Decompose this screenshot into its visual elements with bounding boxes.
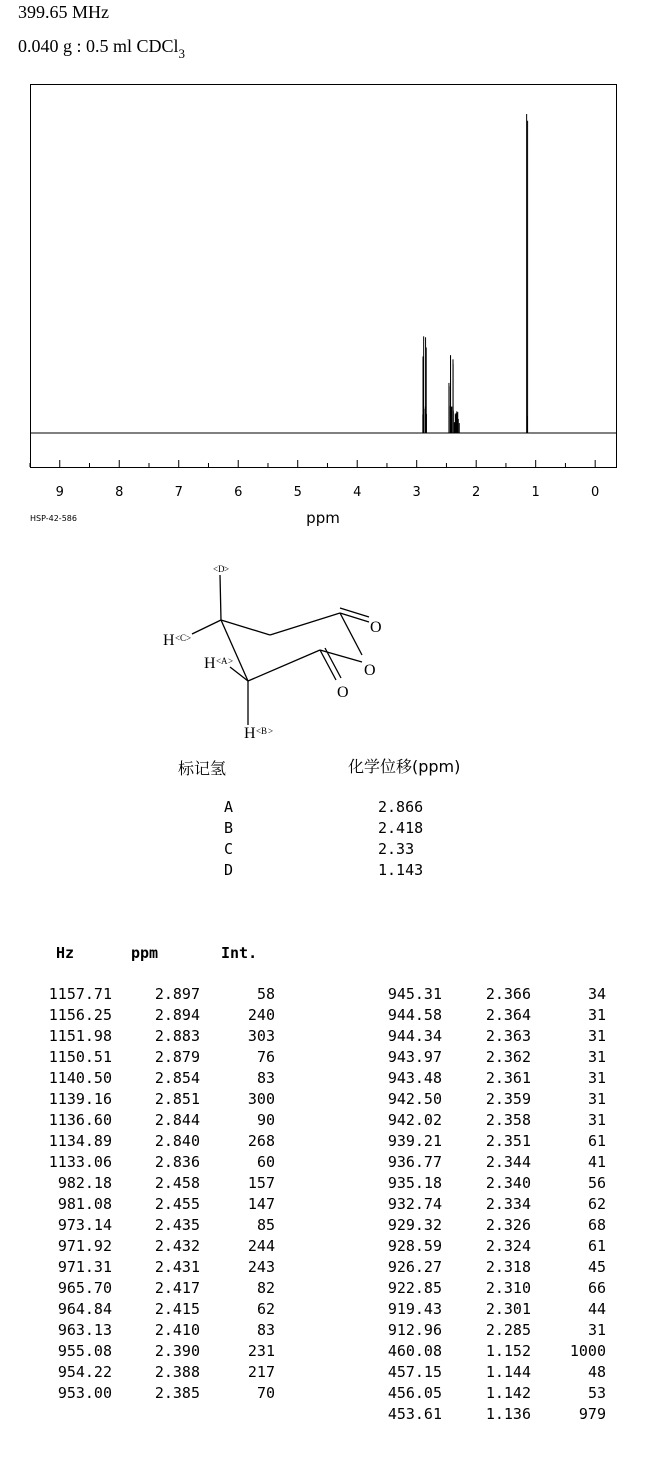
peak-int: 979	[578, 1405, 606, 1423]
peak-hz: 1133.06	[48, 1153, 112, 1171]
spectrum-id: HSP-42-586	[30, 514, 77, 523]
assignment-label: C	[224, 840, 234, 858]
d-label: D	[218, 564, 225, 574]
ring-oxygen: O	[364, 662, 376, 679]
assignment-header-label: 标记氢	[178, 759, 227, 778]
peak-hz: 1151.98	[48, 1027, 112, 1045]
peak-hz: 955.08	[57, 1342, 112, 1360]
x-axis-ticks	[30, 433, 616, 500]
peak-ppm: 2.854	[154, 1069, 200, 1087]
bond-ch2b-c	[221, 620, 248, 681]
peak-hz: 460.08	[387, 1342, 442, 1360]
peak-int: 244	[247, 1237, 275, 1255]
x-tick-label: 6	[234, 485, 243, 500]
peak-int: 76	[256, 1048, 275, 1066]
hc-label: C	[180, 633, 187, 643]
peak-ppm: 2.431	[154, 1258, 200, 1276]
peak-int: 231	[247, 1342, 275, 1360]
peak-ppm: 2.415	[154, 1300, 200, 1318]
peak-int: 34	[587, 985, 606, 1003]
peak-hz: 939.21	[387, 1132, 442, 1150]
bond-co-o	[340, 613, 362, 655]
peak-int: 157	[247, 1174, 275, 1192]
peak-int: 62	[256, 1300, 275, 1318]
bond-c-d	[220, 575, 221, 620]
peak-ppm: 2.340	[485, 1174, 531, 1192]
peak-int: 44	[587, 1300, 606, 1318]
peak-int: 90	[256, 1111, 275, 1129]
peak-int: 31	[587, 1321, 606, 1339]
peak-int: 58	[256, 985, 275, 1003]
peak-int: 60	[256, 1153, 275, 1171]
peak-ppm: 2.883	[154, 1027, 200, 1045]
peak-int: 268	[247, 1132, 275, 1150]
ha-label: A	[221, 656, 228, 666]
peak-ppm: 2.361	[485, 1069, 531, 1087]
ha-close: >	[228, 656, 234, 666]
peak-hz: 456.05	[387, 1384, 442, 1402]
x-tick-label: 9	[55, 485, 64, 500]
peak-ppm: 2.326	[485, 1216, 531, 1234]
peak-ppm: 2.851	[154, 1090, 200, 1108]
bond-co-o1	[340, 613, 369, 622]
peak-hz: 945.31	[387, 985, 442, 1003]
peak-ppm: 2.362	[485, 1048, 531, 1066]
sample-text: 0.040 g : 0.5 ml CDCl	[18, 36, 179, 56]
peak-int: 31	[587, 1048, 606, 1066]
peak-ppm: 2.324	[485, 1237, 531, 1255]
hb-atom: H	[244, 725, 256, 742]
peak-hz: 1157.71	[48, 985, 112, 1003]
assignment-shift: 2.418	[378, 819, 424, 837]
peak-hz: 928.59	[387, 1237, 442, 1255]
peak-hz: 981.08	[57, 1195, 112, 1213]
peak-ppm: 2.285	[485, 1321, 531, 1339]
peak-int: 68	[587, 1216, 606, 1234]
peak-hz: 964.84	[57, 1300, 112, 1318]
peak-int: 83	[256, 1069, 275, 1087]
peak-hz: 1156.25	[48, 1006, 112, 1024]
peak-ppm: 2.458	[154, 1174, 200, 1192]
peak-ppm: 2.840	[154, 1132, 200, 1150]
peak-header-ppm: ppm	[131, 944, 159, 962]
peak-hz: 973.14	[57, 1216, 112, 1234]
bond-c-ch2	[221, 620, 270, 635]
peak-int: 56	[587, 1174, 606, 1192]
peak-ppm: 2.836	[154, 1153, 200, 1171]
x-axis-label: ppm	[306, 509, 340, 527]
nmr-spectrum-chart	[0, 0, 652, 540]
peak-ppm: 2.318	[485, 1258, 531, 1276]
peak-ppm: 1.142	[485, 1384, 531, 1402]
x-tick-label: 4	[353, 485, 362, 500]
peak-hz: 912.96	[387, 1321, 442, 1339]
assignment-shift: 2.33	[378, 840, 415, 858]
x-tick-label: 5	[293, 485, 302, 500]
peak-int: 48	[587, 1363, 606, 1381]
peak-ppm: 2.879	[154, 1048, 200, 1066]
peak-hz: 932.74	[387, 1195, 442, 1213]
peak-hz: 935.18	[387, 1174, 442, 1192]
assignment-label: A	[224, 798, 234, 816]
carbonyl-oxygen-2: O	[337, 684, 349, 701]
peak-int: 240	[247, 1006, 275, 1024]
peak-ppm: 2.344	[485, 1153, 531, 1171]
sample-subscript: 3	[178, 46, 186, 61]
peak-ppm: 2.435	[154, 1216, 200, 1234]
bond-co2-o2	[320, 650, 336, 680]
peak-ppm: 2.844	[154, 1111, 200, 1129]
peak-hz: 936.77	[387, 1153, 442, 1171]
hb-open: <	[256, 726, 262, 736]
peak-ppm: 2.310	[485, 1279, 531, 1297]
peak-int: 61	[587, 1132, 606, 1150]
peak-ppm: 2.390	[154, 1342, 200, 1360]
peak-hz: 1134.89	[48, 1132, 112, 1150]
peak-int: 1000	[569, 1342, 606, 1360]
x-tick-label: 8	[115, 485, 124, 500]
peak-ppm: 2.385	[154, 1384, 200, 1402]
peak-hz: 1150.51	[48, 1048, 112, 1066]
peak-hz: 922.85	[387, 1279, 442, 1297]
bond-co2-o2-double	[325, 648, 341, 678]
peak-ppm: 2.897	[154, 985, 200, 1003]
spectrum-peaks	[423, 114, 528, 433]
assignment-header-shift: 化学位移(ppm)	[348, 757, 461, 776]
plot-frame	[31, 85, 617, 468]
peak-ppm: 2.364	[485, 1006, 531, 1024]
peak-hz: 919.43	[387, 1300, 442, 1318]
peak-ppm: 2.410	[154, 1321, 200, 1339]
peak-hz: 963.13	[57, 1321, 112, 1339]
bond-o-co2	[320, 650, 362, 662]
peak-hz: 982.18	[57, 1174, 112, 1192]
peak-int: 62	[587, 1195, 606, 1213]
peak-int: 243	[247, 1258, 275, 1276]
peak-hz: 457.15	[387, 1363, 442, 1381]
x-tick-label: 7	[174, 485, 183, 500]
carbonyl-oxygen-1: O	[370, 619, 382, 636]
assignment-label: B	[224, 819, 234, 837]
peak-header-int: Int.	[221, 944, 258, 962]
peak-int: 61	[587, 1237, 606, 1255]
hb-close: >	[268, 726, 274, 736]
peak-hz: 953.00	[57, 1384, 112, 1402]
peak-int: 85	[256, 1216, 275, 1234]
peak-ppm: 2.455	[154, 1195, 200, 1213]
assignment-shift: 1.143	[378, 861, 424, 879]
x-tick-label: 2	[472, 485, 481, 500]
peak-ppm: 2.358	[485, 1111, 531, 1129]
peak-ppm: 2.363	[485, 1027, 531, 1045]
bond-co-o1-double	[340, 608, 369, 617]
peak-int: 31	[587, 1069, 606, 1087]
hb-label: B	[261, 726, 268, 736]
assignment-shift: 2.866	[378, 798, 424, 816]
bond-co2-ch2b	[248, 650, 320, 681]
bond-ch2-co	[270, 613, 340, 635]
peak-hz: 971.92	[57, 1237, 112, 1255]
ha-atom: H	[204, 655, 216, 672]
d-label-open: <	[213, 564, 219, 574]
peak-int: 45	[587, 1258, 606, 1276]
peak-int: 31	[587, 1111, 606, 1129]
x-tick-label: 1	[531, 485, 540, 500]
peak-ppm: 2.359	[485, 1090, 531, 1108]
peak-hz: 971.31	[57, 1258, 112, 1276]
peak-int: 147	[247, 1195, 275, 1213]
peak-hz: 965.70	[57, 1279, 112, 1297]
bond-c-hc	[192, 620, 221, 634]
molecule-atoms	[163, 564, 382, 742]
peak-hz: 929.32	[387, 1216, 442, 1234]
peak-header-hz: Hz	[56, 944, 75, 962]
peak-ppm: 1.144	[485, 1363, 531, 1381]
peak-int: 70	[256, 1384, 275, 1402]
peak-ppm: 2.334	[485, 1195, 531, 1213]
peak-int: 31	[587, 1090, 606, 1108]
peak-int: 83	[256, 1321, 275, 1339]
x-tick-label: 0	[591, 485, 600, 500]
peak-int: 303	[247, 1027, 275, 1045]
assignment-label: D	[224, 861, 234, 879]
peak-ppm: 1.152	[485, 1342, 531, 1360]
peak-hz: 943.97	[387, 1048, 442, 1066]
peak-ppm: 2.894	[154, 1006, 200, 1024]
peak-int: 31	[587, 1006, 606, 1024]
peak-ppm: 1.136	[485, 1405, 531, 1423]
peak-hz: 954.22	[57, 1363, 112, 1381]
peak-int: 66	[587, 1279, 606, 1297]
peak-hz: 926.27	[387, 1258, 442, 1276]
peak-ppm: 2.366	[485, 985, 531, 1003]
peak-ppm: 2.432	[154, 1237, 200, 1255]
peak-hz: 942.02	[387, 1111, 442, 1129]
peak-hz: 942.50	[387, 1090, 442, 1108]
hc-open: <	[175, 633, 181, 643]
peak-int: 53	[587, 1384, 606, 1402]
peak-ppm: 2.388	[154, 1363, 200, 1381]
peak-ppm: 2.301	[485, 1300, 531, 1318]
peak-int: 82	[256, 1279, 275, 1297]
peak-int: 217	[247, 1363, 275, 1381]
d-label-close: >	[224, 564, 230, 574]
peak-hz: 944.34	[387, 1027, 442, 1045]
ha-open: <	[216, 656, 222, 666]
peak-hz: 1140.50	[48, 1069, 112, 1087]
peak-int: 31	[587, 1027, 606, 1045]
peak-int: 300	[247, 1090, 275, 1108]
peak-hz: 1139.16	[48, 1090, 112, 1108]
peak-hz: 943.48	[387, 1069, 442, 1087]
hc-atom: H	[163, 632, 175, 649]
peak-hz: 944.58	[387, 1006, 442, 1024]
peak-int: 41	[587, 1153, 606, 1171]
x-tick-label: 3	[412, 485, 421, 500]
spectrometer-frequency: 399.65 MHz	[18, 2, 109, 22]
peak-hz: 453.61	[387, 1405, 442, 1423]
molecule-bonds	[192, 575, 369, 725]
peak-ppm: 2.417	[154, 1279, 200, 1297]
peak-ppm: 2.351	[485, 1132, 531, 1150]
peak-hz: 1136.60	[48, 1111, 112, 1129]
hc-close: >	[186, 633, 192, 643]
bond-ch2b-ha	[230, 667, 248, 681]
